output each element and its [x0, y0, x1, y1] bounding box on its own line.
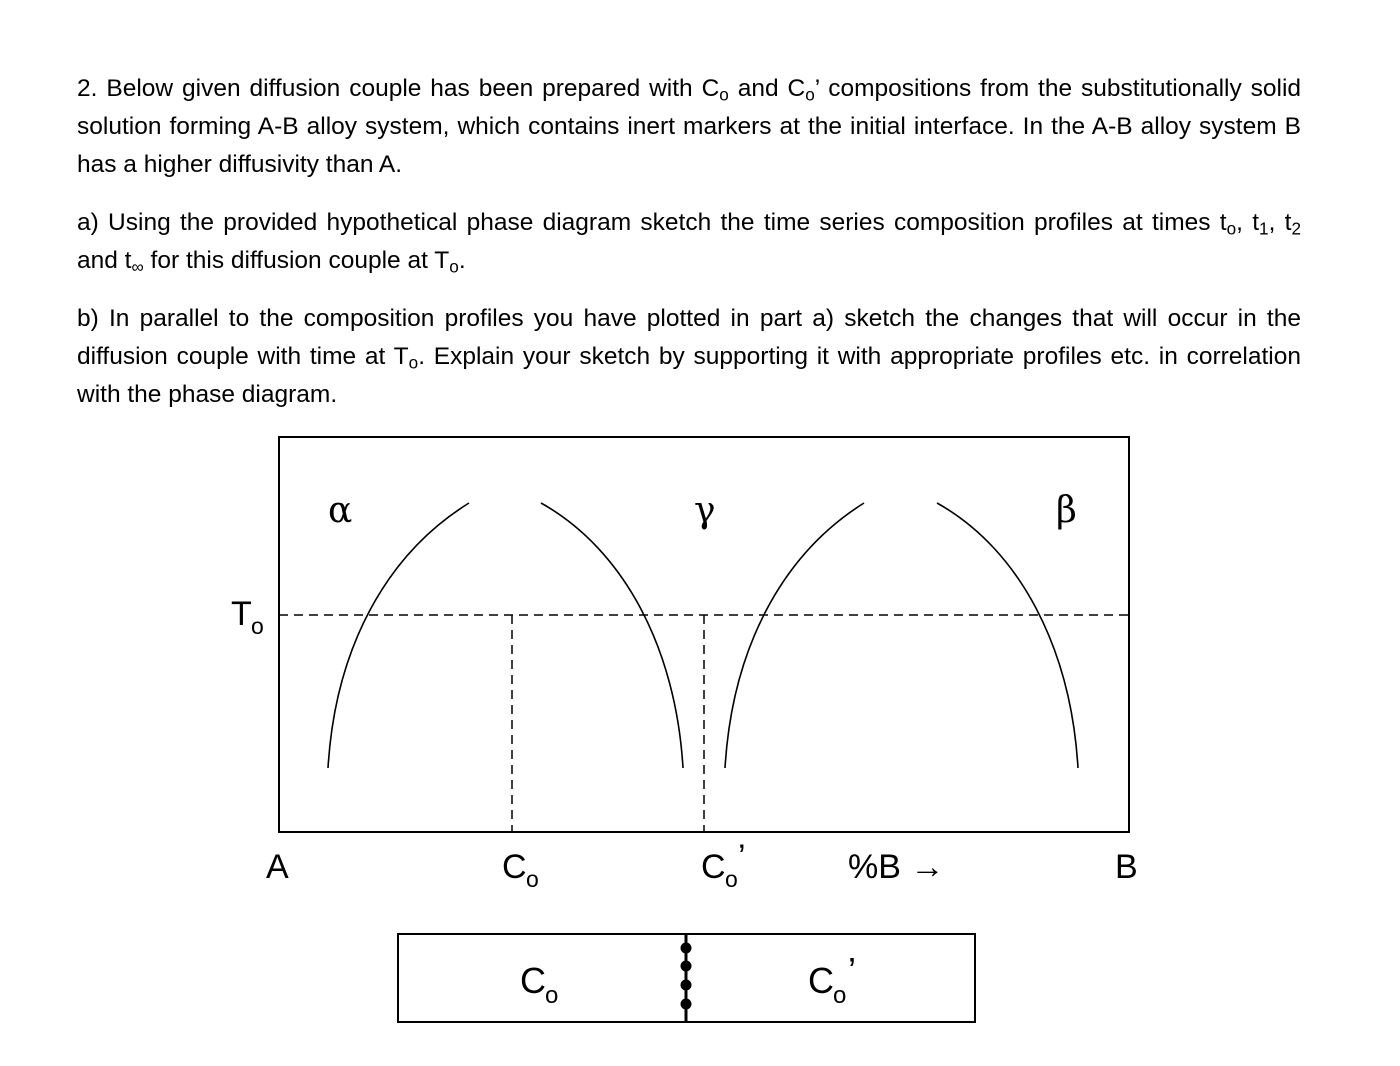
inert-marker	[681, 999, 692, 1010]
couple-right-mark: ’	[848, 950, 856, 991]
couple-left-subscript: o	[545, 982, 559, 1009]
couple-right-subscript: o	[833, 982, 847, 1009]
question-number: 2.	[77, 75, 98, 102]
axis-label-co-subscript: o	[526, 866, 539, 892]
inert-marker	[681, 961, 692, 972]
gamma-right-solvus-curve	[725, 503, 864, 768]
inert-marker	[681, 943, 692, 954]
temperature-label: T	[231, 595, 252, 633]
inert-marker	[681, 980, 692, 991]
question-intro: 2. Below given diffusion couple has been prepared with $C_o$ and $C_o$’ compositions from the substitutionally solid solution forming A-B alloy system, which contains inert markers at the initial interface. In the A-B alloy system B has a higher diffusivity than A.	[77, 75, 1302, 178]
beta-solvus-curve	[937, 503, 1078, 768]
gamma-left-solvus-curve	[541, 503, 683, 768]
question-part-a: a) Using the provided hypothetical phase diagram sketch the time series composition profiles at times $t_o$, $t_1$, $t_2$ and $t_\infty$ for this diffusion couple at $T_o$.	[77, 209, 1301, 277]
phase-beta-label: β	[1056, 490, 1077, 531]
question-part-b: b) In parallel to the composition profiles you have plotted in part a) sketch the changes that will occur in the diffusion couple with time at $T_o$. Explain your sketch by supporting it with appropriate profiles etc. in correlation with the phase diagram.	[77, 305, 1302, 408]
axis-label-percent-b: %B →	[848, 848, 945, 886]
axis-label-co-prime-mark: ’	[738, 838, 746, 876]
axis-label-co-prime: C	[701, 848, 726, 886]
alpha-solvus-curve	[328, 503, 469, 768]
phase-alpha-label: α	[328, 490, 353, 531]
couple-left-label: C	[520, 960, 546, 1001]
axis-label-co: C	[502, 848, 527, 886]
axis-label-a: A	[266, 848, 289, 886]
phase-gamma-label: γ	[694, 490, 716, 531]
axis-label-co-prime-subscript: o	[725, 866, 738, 892]
couple-right-label: C	[808, 960, 834, 1001]
temperature-subscript: o	[251, 613, 264, 639]
axis-label-b: B	[1115, 848, 1138, 886]
